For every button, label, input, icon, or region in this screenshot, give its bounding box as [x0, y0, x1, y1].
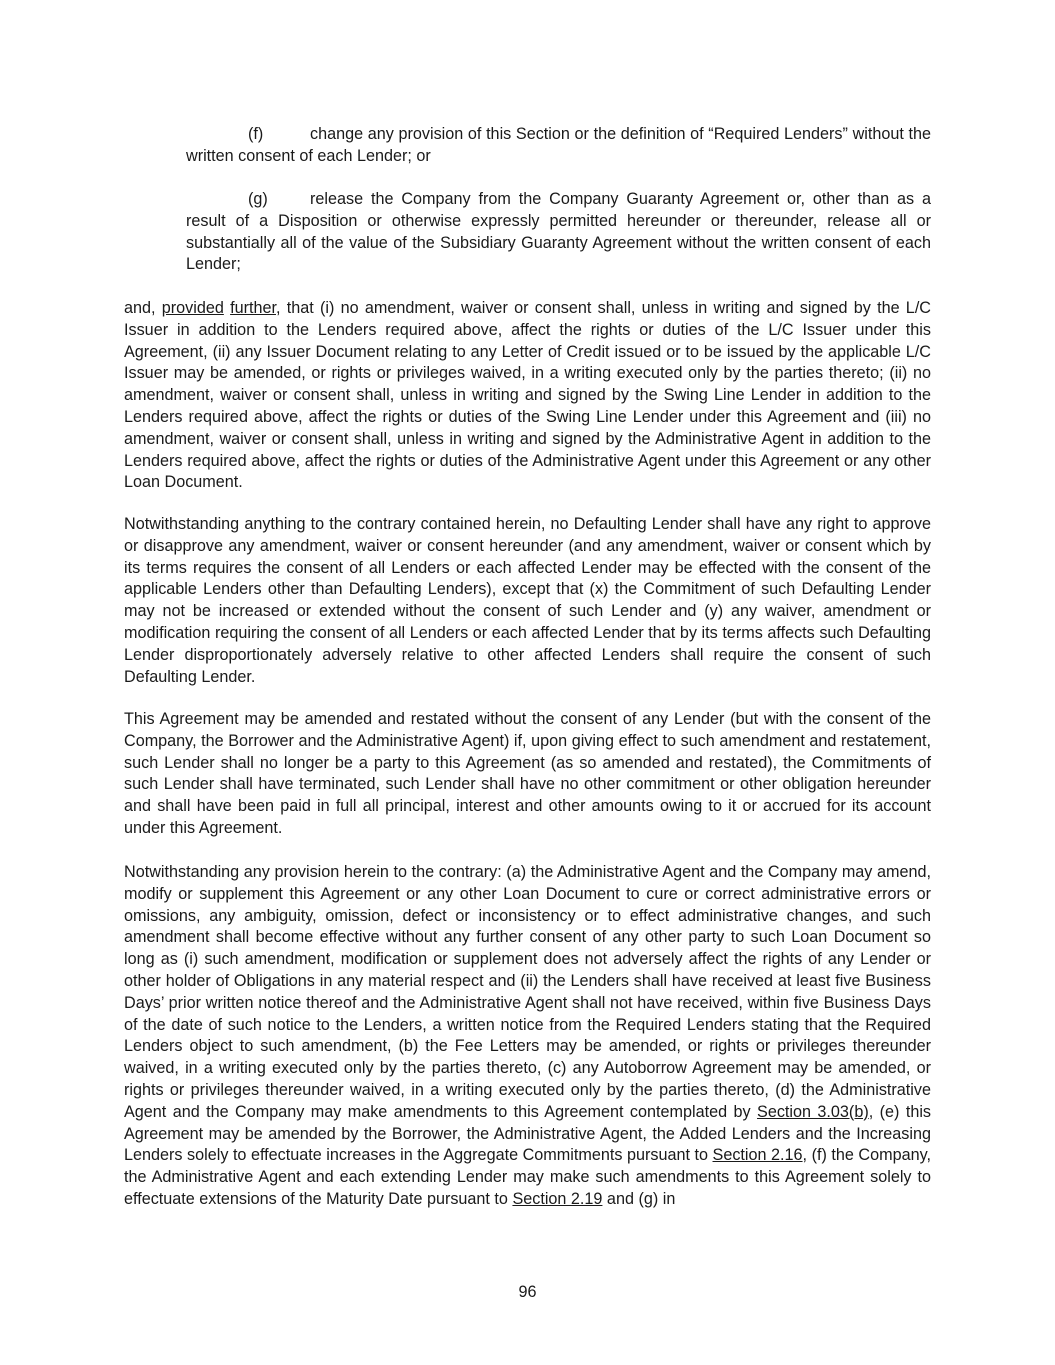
provided-term: provided [161, 299, 224, 317]
defaulting-lender-paragraph: Notwithstanding anything to the contrary contained herein, no Defaulting Lender shall have any right to approve or disapprove any amendment, waiver or consent hereunder (and any amendment, waiver or consent which by its terms requires the consent of all Lenders or each affected Lender may be effected with the consent of the applicable Lenders other than Defaulting Lenders), except that (x) the Commitment of such Defaulting Lender may not be increased or extended without the consent of such Lender and (y) any waiver, amendment or modification requiring the consent of all Lenders or each affected Lender that by its terms affects such Defaulting Lender disproportionately adversely relative to other affected Lenders shall require the consent of such Defaulting Lender. [124, 515, 931, 686]
notwithstanding-text-4: and (g) in [602, 1189, 676, 1208]
notwithstanding-text-3: , (f) the Company, the Administrative Agent and each extending Lender may make such amendments to this Agreement solely to effectuate extensions of the Maturity Date pursuant to [124, 1146, 931, 1208]
clause-g-text: release the Company from the Company Guaranty Agreement or, other than as a result of a Disposition or otherwise expressly permitted hereunder or thereunder, release all or substantially all of the value of the Subsidiary Guaranty Agreement without the written consent of each Lender; [186, 190, 931, 274]
section-ref-3-03b: Section 3.03(b) [757, 1102, 869, 1121]
clause-f-label: (f) [248, 125, 264, 143]
clause-g-label: (g) [248, 190, 268, 208]
proviso-lead: and, [124, 299, 162, 317]
amend-restate-paragraph: This Agreement may be amended and restated without the consent of any Lender (but with the consent of the Company, the Borrower and the Administrative Agent) if, upon giving effect to such amendment and restatement, such Lender shall no longer be a party to this Agreement (as so amended and restated), the Commitments of such Lender shall have terminated, such Lender shall have no other commitment or other obligation hereunder and shall have been paid in full all principal, interest and other amounts owing to it or accrued for its account under this Agreement. [124, 710, 931, 837]
section-ref-2-16: Section 2.16 [712, 1146, 803, 1165]
clause-g [186, 189, 931, 276]
notwithstanding-text-2: , (e) this Agreement may be amended by the Borrower, the Administrative Agent, the Added Lenders and the Increasing Lenders solely to effectuate increases in the Aggregate Commitments pursuant to [124, 1102, 932, 1165]
clause-f [186, 124, 931, 168]
page-number: 96 [518, 1283, 537, 1301]
proviso-text: , that (i) no amendment, waiver or consent shall, unless in writing and signed by the L/C Issuer in addition to the Lenders required above, affect the rights or duties of the L/C Issuer under this Agreement, (ii) any Issuer Document relating to any Letter of Credit issued or to be issued by the applicable L/C Issuer may be amended, or rights or privileges waived, in a writing executed only by the parties thereto; (ii) no amendment, waiver or consent shall, unless in writing and signed by the Swing Line Lender in addition to the Lenders required above, affect the rights or duties of the Swing Line Lender under this Agreement and (iii) no amendment, waiver or consent shall, unless in writing and signed by the Administrative Agent in addition to the Lenders required above, affect the rights or duties of the Administrative Agent under this Agreement or any other Loan Document. [124, 299, 932, 492]
notwithstanding-text-1: Notwithstanding any provision herein to the contrary: (a) the Administrative Agent and the Company may amend, modify or supplement this Agreement or any other Loan Document to cure or correct administrative errors or omissions, any ambiguity, omission, defect or inconsistency or to effect administrative changes, and such amendment shall become effective without any further consent of any other party to such Loan Document so long as (i) such amendment, modification or supplement does not adversely affect the rights of any Lender or other holder of Obligations in any material respect and (ii) the Lenders shall have received at least five Business Days’ prior written notice thereof and the Administrative Agent shall not have received, within five Business Days of the date of such notice to the Lenders, a written notice from the Required Lenders stating that the Required Lenders object to such amendment, (b) the Fee Letters may be amended, or rights or privileges thereunder waived, in a writing executed only by the parties thereto, (c) any Autoborrow Agreement may be amended, or rights or privileges thereunder waived, in a writing executed only by the parties thereto, (d) the Administrative Agent and the Company may make amendments to this Agreement contemplated by [124, 863, 931, 1121]
notwithstanding-paragraph [124, 862, 931, 1211]
clause-f-text: change any provision of this Section or the definition of “Required Lenders” without the written consent of each Lender; or [186, 125, 931, 165]
proviso-paragraph [124, 298, 931, 494]
further-term: further [230, 299, 276, 317]
section-ref-2-19: Section 2.19 [512, 1189, 603, 1208]
